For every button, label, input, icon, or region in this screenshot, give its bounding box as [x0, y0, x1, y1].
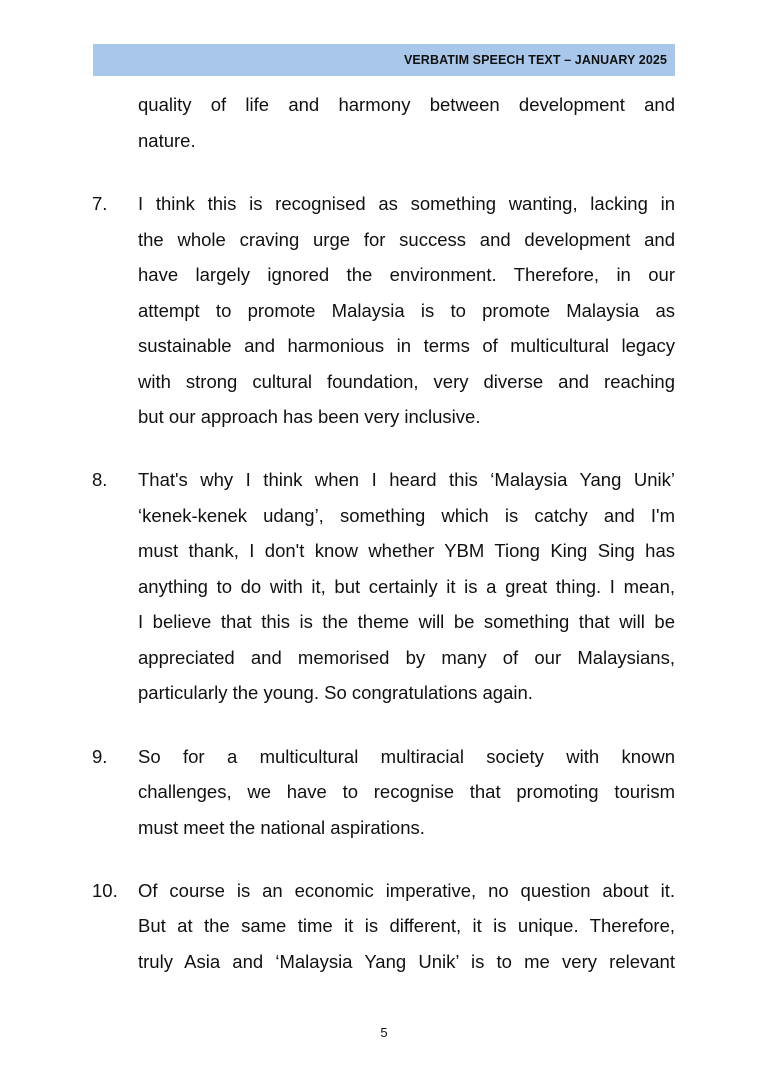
paragraph-line: I believe that this is the theme will be something that will be — [138, 611, 675, 632]
header-title: VERBATIM SPEECH TEXT – JANUARY 2025 — [403, 53, 667, 67]
paragraph-number: 7. — [92, 193, 108, 214]
paragraph-line: anything to do with it, but certainly it is a great thing. I mean, — [138, 576, 675, 597]
paragraph-line: must thank, I don't know whether YBM Tiong King Sing has — [138, 540, 675, 561]
paragraph-line: But at the same time it is different, it is unique. Therefore, — [138, 915, 675, 936]
paragraph-line: I think this is recognised as something wanting, lacking in — [138, 193, 675, 214]
paragraph-line: So for a multicultural multiracial society with known — [138, 746, 675, 767]
paragraph-line: must meet the national aspirations. — [138, 817, 425, 838]
paragraph-line: sustainable and harmonious in terms of multicultural legacy — [138, 335, 675, 356]
paragraph-line: appreciated and memorised by many of our Malaysians, — [138, 647, 675, 668]
continuation-line: nature. — [138, 130, 196, 151]
paragraph-line: ‘kenek-kenek udang’, something which is catchy and I'm — [138, 505, 675, 526]
paragraph-line: Of course is an economic imperative, no question about it. — [138, 880, 675, 901]
paragraph-line: the whole craving urge for success and development and — [138, 229, 675, 250]
paragraph-line: have largely ignored the environment. Therefore, in our — [138, 264, 675, 285]
paragraph-number: 10. — [92, 880, 118, 901]
continuation-line: quality of life and harmony between development and — [138, 94, 675, 115]
paragraph-line: but our approach has been very inclusive. — [138, 406, 481, 427]
paragraph-line: truly Asia and ‘Malaysia Yang Unik’ is to me very relevant — [138, 951, 675, 972]
paragraph-line: That's why I think when I heard this ‘Malaysia Yang Unik’ — [138, 469, 675, 490]
paragraph-line: attempt to promote Malaysia is to promote Malaysia as — [138, 300, 675, 321]
paragraph-line: with strong cultural foundation, very diverse and reaching — [138, 371, 675, 392]
paragraph-line: particularly the young. So congratulations again. — [138, 682, 533, 703]
paragraph-number: 8. — [92, 469, 108, 490]
header-bar — [93, 44, 675, 76]
paragraph-line: challenges, we have to recognise that promoting tourism — [138, 781, 675, 802]
page-number: 5 — [380, 1025, 388, 1040]
paragraph-number: 9. — [92, 746, 108, 767]
